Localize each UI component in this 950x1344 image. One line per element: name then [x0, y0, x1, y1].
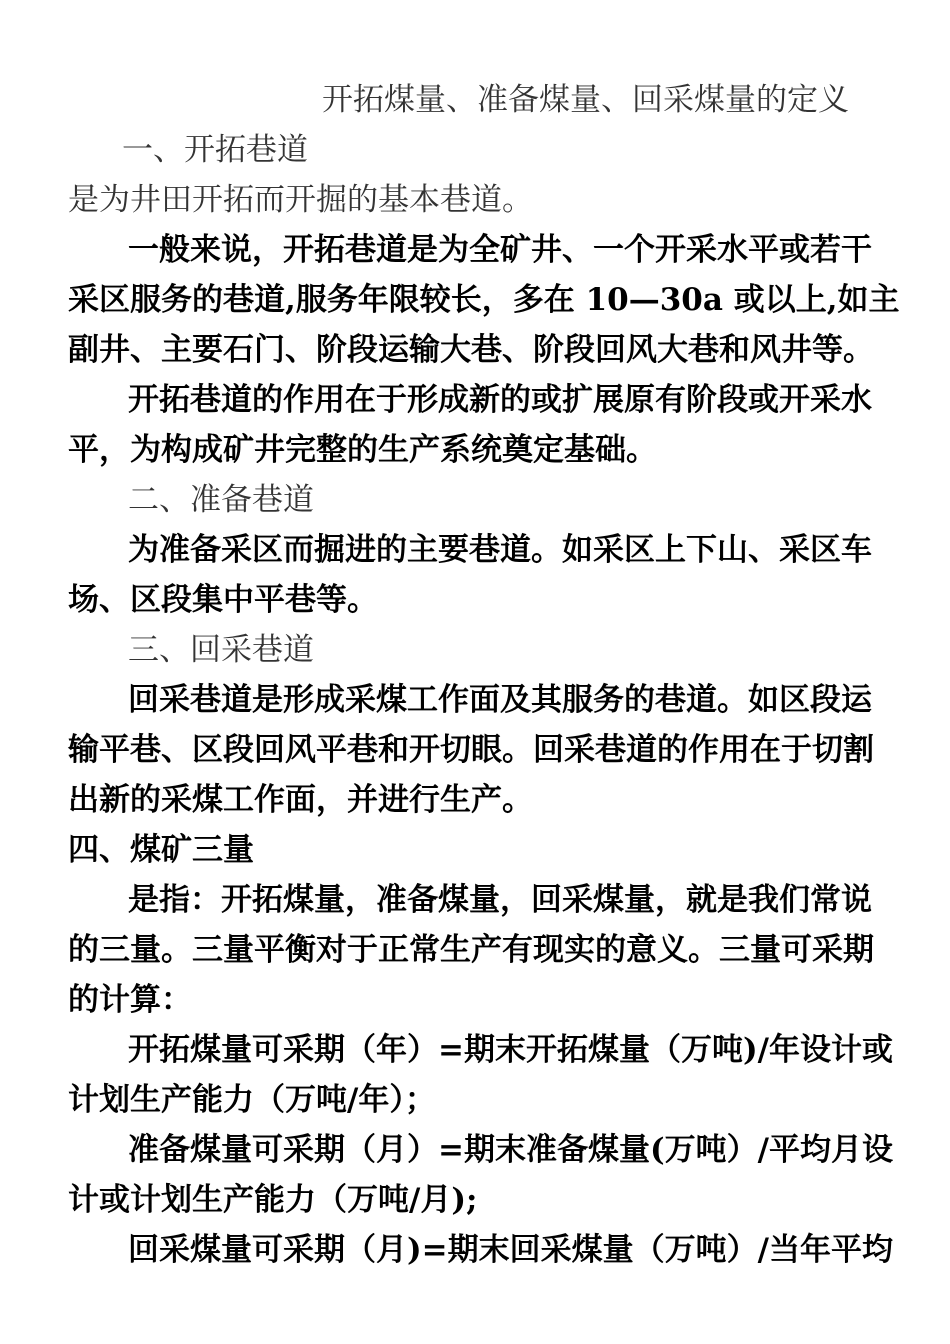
- section-heading-3: 三、回采巷道: [128, 632, 314, 668]
- formula-line: 准备煤量可采期（月）=期末准备煤量(万吨）/平均月设: [128, 1132, 893, 1168]
- formula-line: 计或计划生产能力（万吨/月);: [68, 1182, 478, 1218]
- paragraph-line: 输平巷、区段回风平巷和开切眼。回采巷道的作用在于切割: [68, 732, 874, 768]
- paragraph-line: 一般来说，开拓巷道是为全矿井、一个开采水平或若干: [128, 232, 872, 268]
- paragraph-line: 采区服务的巷道,服务年限较长，多在 10—30a 或以上,如主: [68, 282, 900, 318]
- section-heading-2: 二、准备巷道: [128, 482, 314, 518]
- paragraph-line: 回采巷道是形成采煤工作面及其服务的巷道。如区段运: [128, 682, 872, 718]
- paragraph-line: 是为井田开拓而开掘的基本巷道。: [68, 182, 533, 218]
- paragraph-line: 为准备采区而掘进的主要巷道。如采区上下山、采区车: [128, 532, 872, 568]
- document-title: 开拓煤量、准备煤量、回采煤量的定义: [322, 82, 849, 118]
- paragraph-line: 出新的采煤工作面，并进行生产。: [68, 782, 533, 818]
- formula-line: 计划生产能力（万吨/年）；: [68, 1082, 436, 1118]
- formula-line: 回采煤量可采期（月)=期末回采煤量（万吨）/当年平均: [128, 1232, 893, 1268]
- section-heading-4: 四、煤矿三量: [68, 832, 254, 868]
- formula-line: 开拓煤量可采期（年）=期末开拓煤量（万吨)/年设计或: [128, 1032, 893, 1068]
- section-heading-1: 一、开拓巷道: [122, 132, 308, 168]
- paragraph-line: 场、区段集中平巷等。: [68, 582, 378, 618]
- paragraph-line: 是指：开拓煤量，准备煤量，回采煤量，就是我们常说: [128, 882, 872, 918]
- paragraph-line: 副井、主要石门、阶段运输大巷、阶段回风大巷和风井等。: [68, 332, 874, 368]
- paragraph-line: 的计算：: [68, 982, 192, 1018]
- paragraph-line: 平，为构成矿井完整的生产系统奠定基础。: [68, 432, 657, 468]
- paragraph-line: 的三量。三量平衡对于正常生产有现实的意义。三量可采期: [68, 932, 874, 968]
- paragraph-line: 开拓巷道的作用在于形成新的或扩展原有阶段或开采水: [128, 382, 872, 418]
